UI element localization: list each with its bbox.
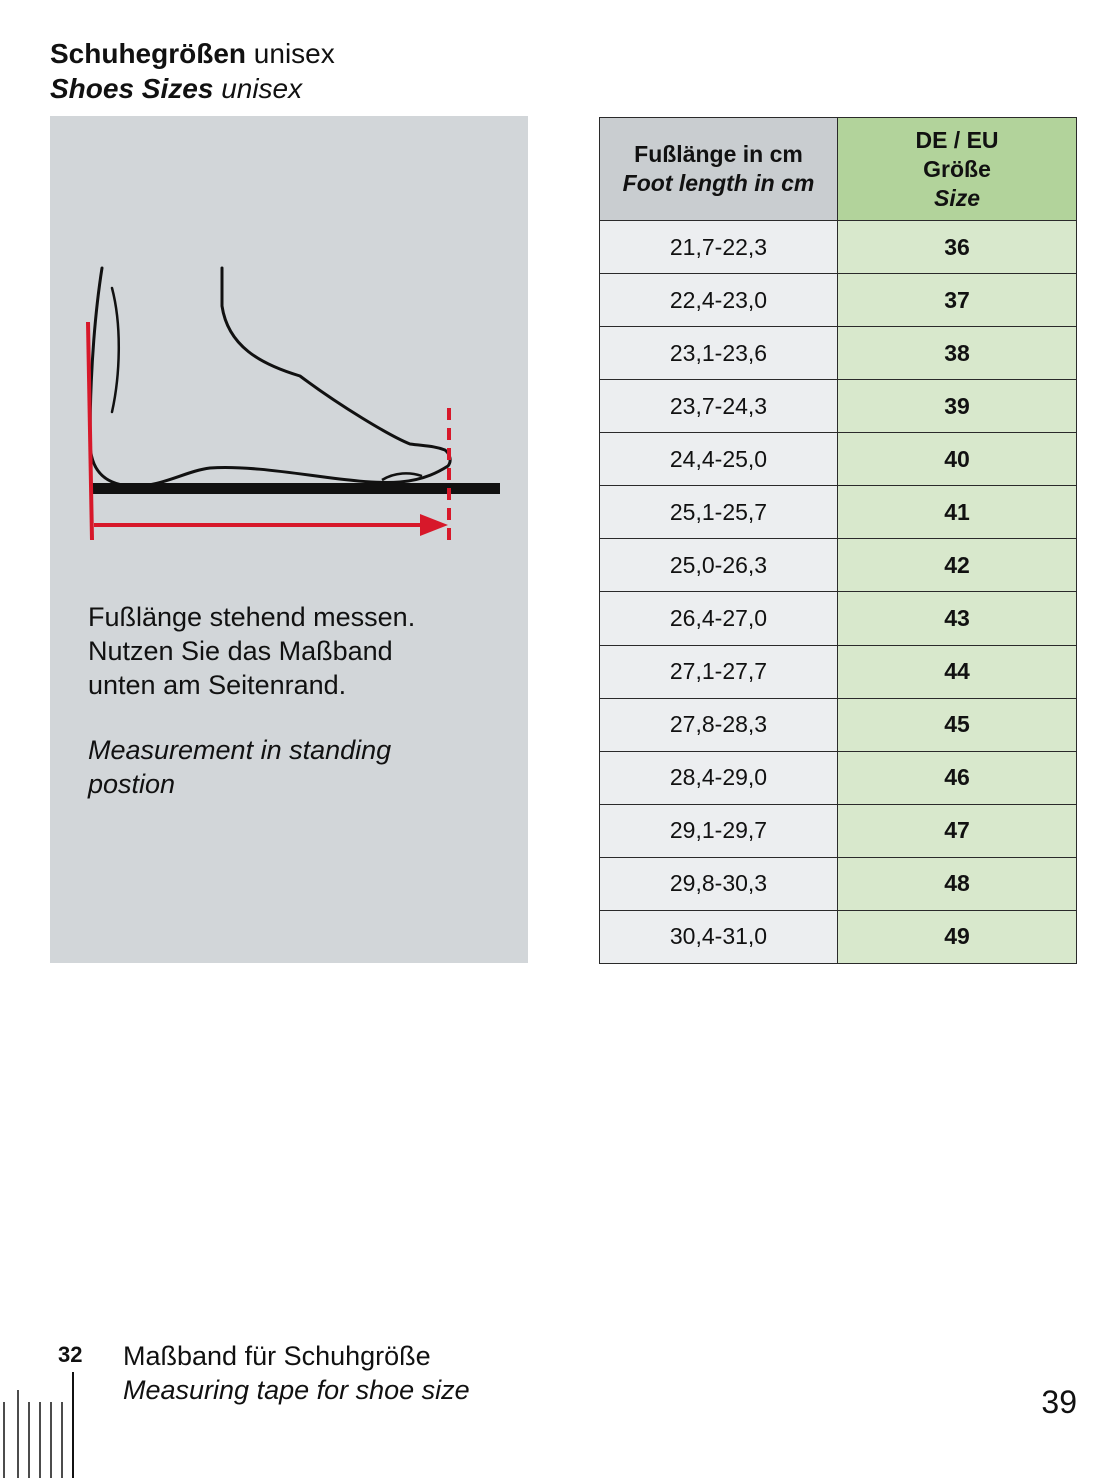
- size-cell: 43: [838, 592, 1077, 645]
- foot-length-cell: 27,8-28,3: [600, 698, 838, 751]
- foot-length-cell: 26,4-27,0: [600, 592, 838, 645]
- instruction-en: [88, 733, 508, 801]
- footer-caption-en: Measuring tape for shoe size: [123, 1375, 470, 1405]
- size-header-region: DE / EU: [915, 126, 999, 153]
- size-cell: 42: [838, 539, 1077, 592]
- table-row: [600, 274, 1077, 327]
- foot-length-cell: 23,7-24,3: [600, 380, 838, 433]
- heading-en-rest: unisex: [221, 73, 303, 104]
- table-header-row: [600, 118, 1077, 221]
- heading-de-bold: Schuhegrößen: [50, 38, 247, 69]
- size-cell: 39: [838, 380, 1077, 433]
- table-row: [600, 433, 1077, 486]
- foot-length-cell: 25,1-25,7: [600, 486, 838, 539]
- foot-length-cell: 27,1-27,7: [600, 645, 838, 698]
- tape-marker: 32: [58, 1342, 83, 1367]
- instruction-de-line: Fußlänge stehend messen.: [88, 602, 416, 632]
- foot-length-cell: 25,0-26,3: [600, 539, 838, 592]
- size-cell: 40: [838, 433, 1077, 486]
- foot-length-cell: 21,7-22,3: [600, 221, 838, 274]
- table-row: [600, 910, 1077, 963]
- size-cell: 41: [838, 486, 1077, 539]
- footer-caption-de: Maßband für Schuhgröße: [123, 1341, 431, 1371]
- size-cell: 46: [838, 751, 1077, 804]
- table-row: [600, 751, 1077, 804]
- shoe-size-table: [599, 117, 1077, 964]
- foot-length-cell: 24,4-25,0: [600, 433, 838, 486]
- heading-en: [50, 71, 335, 106]
- foot-length-cell: 29,8-30,3: [600, 857, 838, 910]
- table-row: [600, 539, 1077, 592]
- table-row: [600, 327, 1077, 380]
- instruction-de-line: Nutzen Sie das Maßband: [88, 636, 393, 666]
- size-header-en: Size: [933, 184, 981, 211]
- foot-length-cell: 30,4-31,0: [600, 910, 838, 963]
- table-row: [600, 486, 1077, 539]
- foot-length-header-en: Foot length in cm: [622, 170, 815, 196]
- measuring-tape-ticks: [0, 1372, 80, 1478]
- foot-length-header-de: Fußlänge in cm: [634, 141, 803, 167]
- heading-en-bold: Shoes Sizes: [50, 73, 214, 104]
- foot-length-cell: 23,1-23,6: [600, 327, 838, 380]
- table-body: [600, 221, 1077, 964]
- foot-length-header: [600, 118, 838, 221]
- heading-de-rest: unisex: [253, 38, 335, 69]
- table-row: [600, 592, 1077, 645]
- size-cell: 36: [838, 221, 1077, 274]
- foot-length-cell: 22,4-23,0: [600, 274, 838, 327]
- foot-length-cell: 29,1-29,7: [600, 804, 838, 857]
- size-cell: 44: [838, 645, 1077, 698]
- table-row: [600, 380, 1077, 433]
- size-cell: 37: [838, 274, 1077, 327]
- size-header-de: Größe: [923, 155, 991, 182]
- size-cell: 48: [838, 857, 1077, 910]
- size-cell: 49: [838, 910, 1077, 963]
- measurement-panel: [50, 116, 528, 963]
- size-cell: 45: [838, 698, 1077, 751]
- table-row: [600, 221, 1077, 274]
- table-row: [600, 645, 1077, 698]
- size-cell: 38: [838, 327, 1077, 380]
- foot-measurement-icon: [50, 116, 528, 576]
- heading-de: [50, 36, 335, 71]
- instruction-de-line: unten am Seitenrand.: [88, 670, 347, 700]
- size-header: [838, 118, 1077, 221]
- table-row: [600, 857, 1077, 910]
- foot-length-cell: 28,4-29,0: [600, 751, 838, 804]
- instruction-en-line: Measurement in standing: [88, 735, 392, 765]
- table-row: [600, 804, 1077, 857]
- footer-caption: [123, 1339, 470, 1407]
- instruction-en-line: postion: [88, 769, 176, 799]
- table-row: [600, 698, 1077, 751]
- page-number: 39: [1041, 1384, 1077, 1420]
- size-cell: 47: [838, 804, 1077, 857]
- instruction-de: [88, 600, 508, 702]
- page-heading: [50, 36, 335, 106]
